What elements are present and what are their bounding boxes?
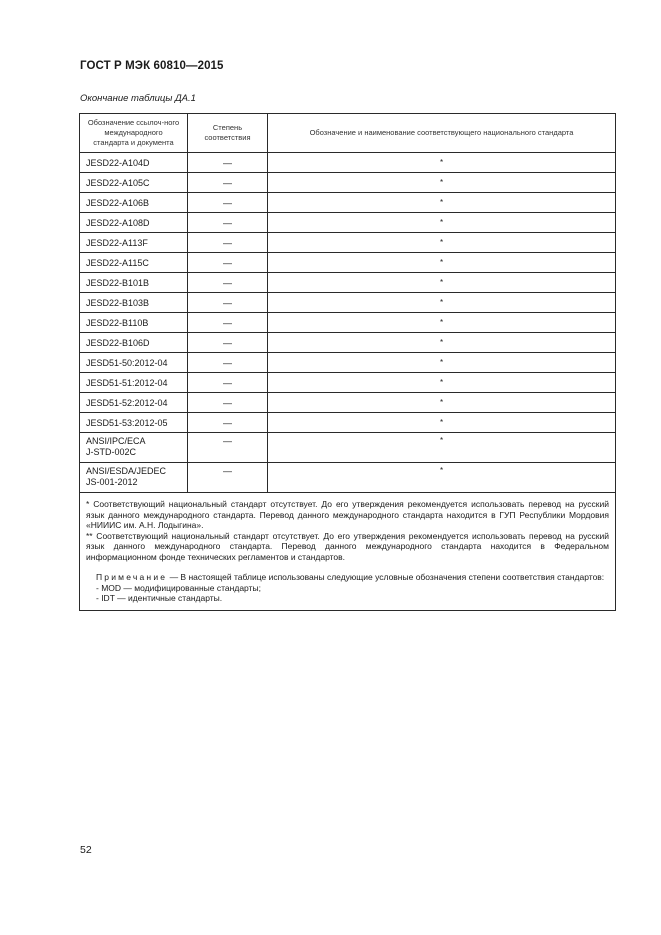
- national-cell: *: [268, 373, 616, 393]
- national-cell: *: [268, 413, 616, 433]
- national-cell: *: [268, 193, 616, 213]
- national-cell: *: [268, 233, 616, 253]
- table-row: [80, 353, 616, 373]
- table-caption: Окончание таблицы ДА.1: [80, 93, 196, 104]
- reference-cell: JESD51-50:2012-04: [80, 353, 188, 373]
- reference-cell: JESD22-B103B: [80, 293, 188, 313]
- table-row: [80, 413, 616, 433]
- reference-cell: JESD22-B101B: [80, 273, 188, 293]
- column-header-degree: Степень соответствия: [188, 114, 268, 153]
- degree-cell: —: [188, 233, 268, 253]
- table-row: [80, 233, 616, 253]
- reference-cell: JESD22-A113F: [80, 233, 188, 253]
- degree-cell: —: [188, 333, 268, 353]
- degree-cell: —: [188, 353, 268, 373]
- reference-line: ANSI/IPC/ECA: [86, 436, 146, 446]
- table-row: [80, 293, 616, 313]
- table-row: [80, 393, 616, 413]
- footnote-double-asterisk: ** Соответствующий национальный стандарт отсутствует. До его утверждения рекомендуется использовать перевод на русский язык данного международного стандарта. Перевод данного международного стандарта находится в Федеральном информационном фонде технических регламентов и стандартов.: [86, 530, 609, 562]
- national-cell: *: [268, 173, 616, 193]
- national-cell: *: [268, 153, 616, 173]
- note-text: — В настоящей таблице использованы следующие условные обозначения степени соответствия стандартов:: [167, 572, 605, 582]
- reference-cell: JESD22-A104D: [80, 153, 188, 173]
- table-row: [80, 153, 616, 173]
- degree-cell: —: [188, 393, 268, 413]
- degree-cell: —: [188, 313, 268, 333]
- degree-cell: —: [188, 463, 268, 493]
- table-row: [80, 193, 616, 213]
- column-header-national: Обозначение и наименование соответствующего национального стандарта: [268, 114, 616, 153]
- note-label: Примечание: [96, 572, 168, 582]
- reference-cell: JESD22-A115C: [80, 253, 188, 273]
- national-cell: *: [268, 353, 616, 373]
- reference-cell: [80, 463, 188, 493]
- national-cell: *: [268, 393, 616, 413]
- note-item-idt: - IDT — идентичные стандарты.: [96, 593, 223, 603]
- reference-line: J-STD-002C: [86, 447, 137, 457]
- reference-table: [79, 113, 616, 611]
- document-header: ГОСТ Р МЭК 60810—2015: [80, 60, 224, 72]
- reference-cell: JESD22-A106B: [80, 193, 188, 213]
- degree-cell: —: [188, 373, 268, 393]
- table-row: [80, 313, 616, 333]
- table-row: [80, 333, 616, 353]
- degree-cell: —: [188, 193, 268, 213]
- footnote-row: [80, 493, 616, 611]
- table-header-row: [80, 114, 616, 153]
- national-cell: *: [268, 333, 616, 353]
- national-cell: *: [268, 433, 616, 463]
- table-body: [80, 153, 616, 611]
- national-cell: *: [268, 253, 616, 273]
- column-header-reference: Обозначение ссылоч-ного международного стандарта и документа: [80, 114, 188, 153]
- footnote-single-asterisk: * Соответствующий национальный стандарт отсутствует. До его утверждения рекомендуется использовать перевод на русский язык данного международного стандарта. Перевод данного международного стандарта находится в ГУП Республики Мордовия «НИИИС им. А.Н. Лодыгина».: [86, 499, 609, 530]
- degree-cell: —: [188, 153, 268, 173]
- degree-cell: —: [188, 213, 268, 233]
- table-row: [80, 173, 616, 193]
- degree-cell: —: [188, 293, 268, 313]
- footnote-cell: [80, 493, 616, 611]
- degree-cell: —: [188, 433, 268, 463]
- degree-cell: —: [188, 273, 268, 293]
- note-item-mod: - MOD — модифицированные стандарты;: [96, 582, 261, 593]
- national-cell: *: [268, 313, 616, 333]
- reference-cell: JESD51-53:2012-05: [80, 413, 188, 433]
- reference-cell: JESD22-A105C: [80, 173, 188, 193]
- degree-cell: —: [188, 413, 268, 433]
- reference-line: JS-001-2012: [86, 477, 138, 487]
- table-row: [80, 253, 616, 273]
- degree-cell: —: [188, 253, 268, 273]
- reference-cell: [80, 433, 188, 463]
- reference-cell: JESD51-52:2012-04: [80, 393, 188, 413]
- table-row: [80, 373, 616, 393]
- reference-line: ANSI/ESDA/JEDEC: [86, 466, 167, 476]
- note-paragraph: [86, 572, 609, 583]
- table-row: [80, 433, 616, 463]
- national-cell: *: [268, 273, 616, 293]
- national-cell: *: [268, 213, 616, 233]
- reference-cell: JESD22-B110B: [80, 313, 188, 333]
- reference-cell: JESD22-B106D: [80, 333, 188, 353]
- reference-cell: JESD22-A108D: [80, 213, 188, 233]
- table-row: [80, 273, 616, 293]
- table-row: [80, 463, 616, 493]
- reference-cell: JESD51-51:2012-04: [80, 373, 188, 393]
- national-cell: *: [268, 463, 616, 493]
- degree-cell: —: [188, 173, 268, 193]
- national-cell: *: [268, 293, 616, 313]
- page-number: 52: [80, 844, 92, 856]
- table-row: [80, 213, 616, 233]
